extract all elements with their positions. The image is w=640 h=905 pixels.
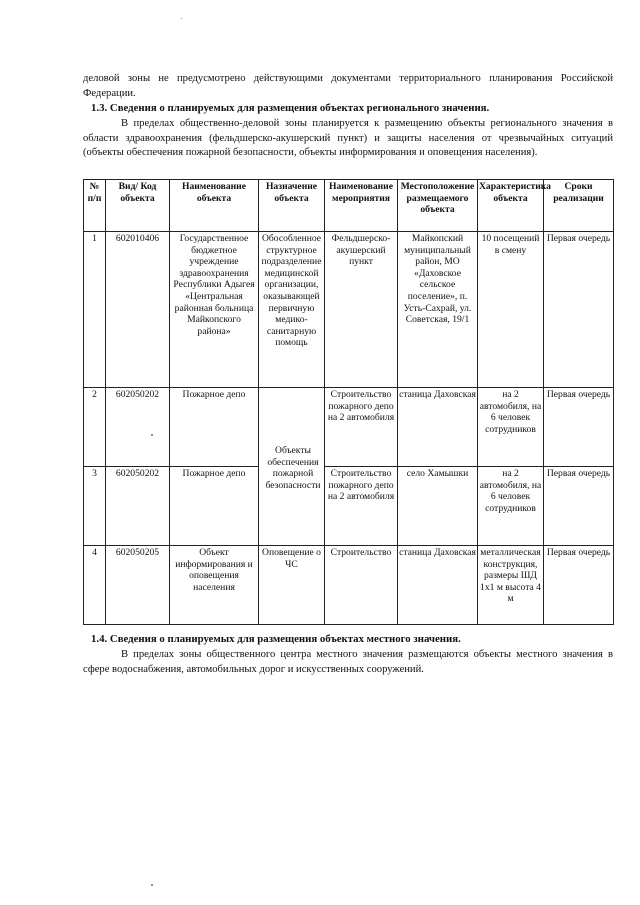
cell-name: Пожарное депо	[170, 467, 259, 546]
cell-name: Пожарное депо	[170, 388, 259, 467]
col-header-char: Характеристика объекта	[478, 180, 544, 232]
intro-paragraph: деловой зоны не предусмотрено действующими документами территориального планирования Российской Федерации.	[83, 73, 613, 99]
cell-event: Строительство	[325, 546, 398, 625]
cell-num: 1	[84, 232, 106, 388]
cell-location: село Хамышки	[398, 467, 478, 546]
col-header-purpose: Назначение объекта	[259, 180, 325, 232]
merged-purpose-text: Объекты обеспечения пожарной безопасности	[265, 445, 321, 491]
scan-speck	[151, 884, 153, 886]
cell-name: Государственное бюджетное учреждение здравоохранения Республики Адыгея «Центральная районная больница Майкопского района»	[170, 232, 259, 388]
cell-term: Первая очередь	[544, 388, 614, 467]
cell-code: 602050202	[106, 467, 170, 546]
cell-term: Первая очередь	[544, 467, 614, 546]
cell-num: 3	[84, 467, 106, 546]
cell-location: Майкопский муниципальный район, МО «Даховское сельское поселение», п. Усть-Сахрай, ул. Советская, 19/1	[398, 232, 478, 388]
section-14-paragraph: В пределах зоны общественного центра местного значения размещаются объекты местного значения в сфере водоснабжения, автомобильных дорог и искусственных сооружений.	[83, 649, 613, 675]
cell-char: на 2 автомобиля, на 6 человек сотрудников	[478, 388, 544, 467]
section-13-paragraph: В пределах общественно-деловой зоны планируется к размещению объекты регионального значения в области здравоохранения (фельдшерско-акушерский пункт) и защиты населения от чрезвычайных ситуаций (объекты обеспечения пожарной безопасности, объекты информирования и оповещения населения).	[83, 118, 613, 159]
table-row	[84, 467, 614, 546]
cell-term: Первая очередь	[544, 546, 614, 625]
scan-speck	[181, 18, 182, 19]
cell-term: Первая очередь	[544, 232, 614, 388]
table-header-row	[84, 180, 614, 232]
col-header-location: Местоположение размещаемого объекта	[398, 180, 478, 232]
section-13-heading: 1.3. Сведения о планируемых для размещения объектах регионального значения.	[91, 102, 490, 114]
cell-code: 602050202	[106, 388, 170, 467]
cell-num: 2	[84, 388, 106, 467]
table-row	[84, 232, 614, 388]
cell-char: на 2 автомобиля, на 6 человек сотрудников	[478, 467, 544, 546]
cell-event: Строительство пожарного депо на 2 автомобиля	[325, 388, 398, 467]
table-row	[84, 546, 614, 625]
cell-code: 602050205	[106, 546, 170, 625]
col-header-event: Наименование мероприятия	[325, 180, 398, 232]
col-header-num: № п/п	[84, 180, 106, 232]
col-header-code: Вид/ Код объекта	[106, 180, 170, 232]
scan-speck	[151, 434, 153, 436]
cell-name: Объект информирования и оповещения населения	[170, 546, 259, 625]
col-header-name: Наименование объекта	[170, 180, 259, 232]
cell-purpose: Оповещение о ЧС	[259, 546, 325, 625]
cell-event: Строительство пожарного депо на 2 автомобиля	[325, 467, 398, 546]
regional-objects-table	[83, 179, 614, 625]
cell-purpose: Обособленное структурное подразделение медицинской организации, оказывающей первичную медико-санитарную помощь	[259, 232, 325, 388]
cell-location: станица Даховская	[398, 546, 478, 625]
cell-char: 10 посещений в смену	[478, 232, 544, 388]
cell-num: 4	[84, 546, 106, 625]
cell-event: Фельдшерско-акушерский пункт	[325, 232, 398, 388]
section-14-heading: 1.4. Сведения о планируемых для размещения объектах местного значения.	[91, 633, 461, 645]
table-row	[84, 388, 614, 467]
cell-char: металлическая конструкция, размеры ШД 1х1 м высота 4 м	[478, 546, 544, 625]
cell-code: 602010406	[106, 232, 170, 388]
cell-location: станица Даховская	[398, 388, 478, 467]
col-header-term: Сроки реализации	[544, 180, 614, 232]
